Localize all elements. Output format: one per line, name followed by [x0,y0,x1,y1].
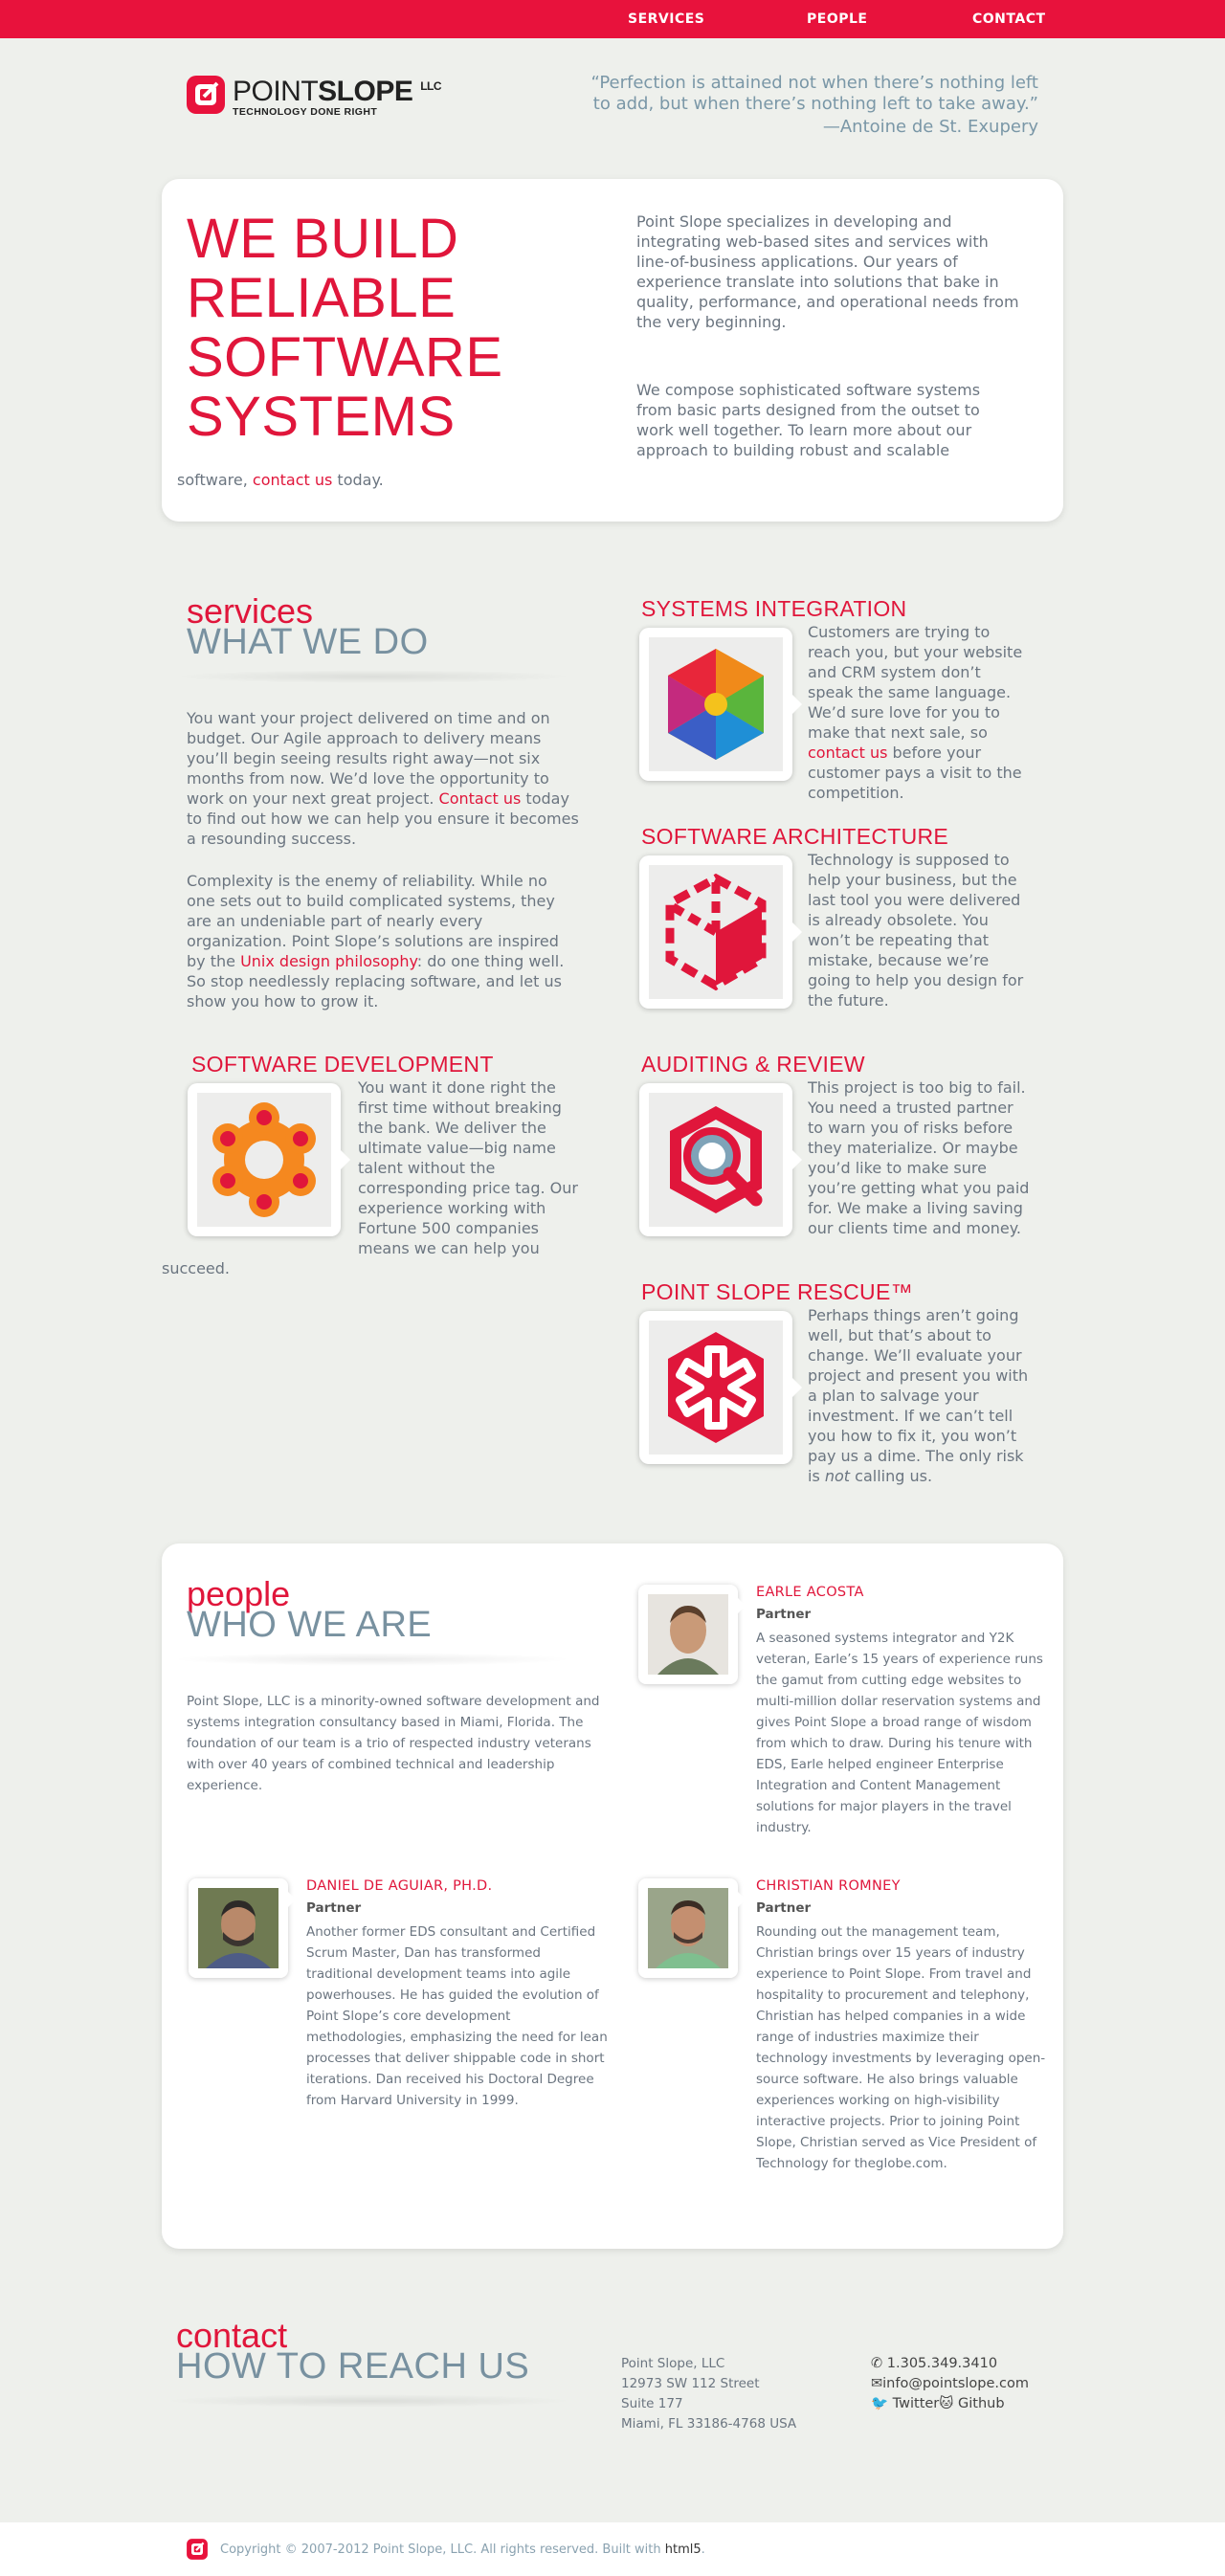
top-nav [0,0,1225,38]
unix-philosophy-link[interactable]: Unix design philosophy [240,952,417,970]
service-systems-integration-icon-box [639,628,792,781]
avatar-daniel-de-aguiar [189,1878,288,1978]
services-kicker: services [187,591,314,631]
service-software-development-tail: succeed. [162,1259,230,1277]
person-bio: A seasoned systems integrator and Y2K veteran, Earle’s 15 years of experience runs the gamut from cutting edge websites to multi-million dollar reservation systems and gives Point Slope a broad range of wisdom from which to draw. During his tenure with EDS, Earle helped engineer Enterprise Integration and Content Management solutions for major players in the travel industry. [756,1631,1043,1835]
footer [0,2522,1225,2576]
person-role: Partner [756,1900,812,1916]
phone-number: 1.305.349.3410 [886,2356,998,2371]
logo-name-bold: SLOPE [318,76,413,107]
copyright: Copyright © 2007-2012 Point Slope, LLC. All rights reserved. Built with html5. [220,2543,705,2557]
github-icon: 🐱 [939,2396,954,2411]
service-rescue-text: Perhaps things aren’t going well, but that’s about to change. We’ll evaluate your project and present you with a plan to salvage your investment. If we can’t tell you how to fix it, you won’t pay us a dime. The only risk is not calling us. [808,1306,1029,1485]
person-name-earle-acosta: EARLE ACOSTA [756,1585,864,1600]
service-software-architecture-title: SOFTWARE ARCHITECTURE [641,824,949,849]
mail-icon: ✉ [871,2376,883,2391]
html5-link[interactable]: html5 [664,2543,702,2557]
quote-text: “Perfection is attained not when there’s nothing left to add, but when there’s nothing left to take away.” [590,73,1038,114]
address-line: 12973 SW 112 Street [621,2376,760,2391]
avatar-christian-romney [638,1878,738,1978]
asterisk-icon [649,1321,783,1455]
header-quote [589,73,1038,138]
service-auditing-review-text: This project is too big to fail. You need a trusted partner to warn you of risks before they materialize. Or maybe you’d like to make sure you’re getting what you paid for. We make a living saving our clients time and money. [808,1078,1030,1237]
person-photo-icon [198,1888,278,1968]
twitter-icon: 🐦 [871,2396,889,2411]
social-row [871,2394,1029,2414]
twitter-link[interactable]: 🐦 Twitter [871,2396,940,2411]
avatar-earle-acosta [638,1585,738,1684]
service-software-development-text: You want it done right the first time without breaking the bank. We deliver the ultimate value—big name talent without the corresponding price tag. Our experience working with Fortune 500 companies means we can help you [358,1078,578,1257]
systems-integration-contact-link[interactable]: contact us [808,744,888,762]
magnifier-icon [649,1093,783,1227]
phone-row[interactable] [871,2354,1029,2374]
service-systems-integration-title: SYSTEMS INTEGRATION [641,596,907,621]
hero-para-1: Point Slope specializes in developing and integrating web-based sites and services with line-of-business applications. Our years of experience translate into solutions that bake in quality, performance, and operational needs from the very beginning. [636,212,1019,331]
people-intro: Point Slope, LLC is a minority-owned software development and systems integration consultancy based in Miami, Florida. The foundation of our team is a trio of respected industry veterans with over 40 years of combined technical and leadership experience. [187,1694,600,1793]
contact-heading: HOW TO REACH US [176,2346,530,2387]
logo-mark-icon [185,74,227,116]
heading-shadow [171,1653,573,1666]
nav-contact[interactable]: CONTACT [972,11,1046,27]
people-heading: WHO WE ARE [187,1605,433,1645]
services-heading: WHAT WE DO [187,622,429,662]
hero-tail: software, contact us today. [177,471,384,489]
heading-shadow [172,670,574,683]
service-software-development-title: SOFTWARE DEVELOPMENT [191,1052,494,1077]
service-software-architecture-text: Technology is supposed to help your business, but the last tool you were delivered is already obsolete. You won’t be repeating that mistake, because we’re going to help you design for the future. [808,851,1024,1010]
service-software-architecture-icon-box [639,855,792,1009]
puzzle-icon [649,637,783,771]
services-intro-2: Complexity is the enemy of reliability. While no one sets out to build complicated systems, they are an undeniable part of nearly every organization. Point Slope’s solutions are inspired by the Unix design philosophy: do one thing well. So stop needlessly replacing software, and let us show you how to grow it. [187,872,565,1010]
service-systems-integration-text: Customers are trying to reach you, but your website and CRM system don’t speak the same language. We’d sure love for you to make that next sale, so contact us before your customer pays a visit to the competition. [808,623,1023,802]
person-name-daniel-de-aguiar: DANIEL DE AGUIAR, PH.D. [306,1878,493,1894]
address-line: Suite 177 [621,2396,683,2411]
service-rescue-icon-box [639,1311,792,1464]
people-kicker: people [187,1574,291,1613]
hero-panel [162,179,1063,522]
nav-services[interactable]: SERVICES [628,11,705,27]
github-link[interactable]: 🐱 Github [939,2396,1005,2411]
nav-people[interactable]: PEOPLE [807,11,868,27]
logo-name-light: POINT [233,76,319,107]
person-photo-icon [648,1888,728,1968]
footer-logo-icon[interactable] [186,2538,209,2561]
logo[interactable] [185,74,462,120]
quote-author: —Antoine de St. Exupery [822,117,1038,137]
hero-title: WE BUILD RELIABLE SOFTWARE SYSTEMS [187,208,503,448]
person-role: Partner [306,1900,362,1916]
people-panel [162,1543,1063,2249]
person-photo-icon [648,1594,728,1675]
cube-icon [649,865,783,999]
service-auditing-review-icon-box [639,1083,792,1236]
hero-contact-link[interactable]: contact us [252,471,333,489]
contact-links [871,2354,1029,2414]
services-intro-1: You want your project delivered on time and on budget. Our Agile approach to delivery means you’ll begin seeing results right away—not six months from now. We’d love the opportunity to work on your next great project. Contact us today to find out how we can help you ensure it becomes a resounding success. [187,709,579,848]
email-address: info@pointslope.com [882,2376,1029,2391]
person-bio: Rounding out the management team, Christian brings over 15 years of industry experience to Point Slope. From travel and hospitality to procurement and telephony, Christian has helped companies in a wide range of industries maximize their technology investments by leveraging open-source software. He also brings valuable experiences working on high-visibility interactive projects. Prior to joining Point Slope, Christian served as Vice President of Technology for theglobe.com. [756,1924,1046,2171]
services-contact-link[interactable]: Contact us [438,789,522,808]
person-role: Partner [756,1607,812,1622]
gear-icon [197,1093,331,1227]
logo-tagline: TECHNOLOGY DONE RIGHT [233,106,378,118]
person-bio: Another former EDS consultant and Certified Scrum Master, Dan has transformed traditional development teams into agile powerhouses. He has guided the evolution of Point Slope’s core development methodologies, emphasizing the need for lean processes that deliver shippable code in short iterations. Dan received his Doctoral Degree from Harvard University in 1999. [306,1924,608,2108]
service-rescue-title: POINT SLOPE RESCUE™ [641,1279,913,1304]
postal-address [621,2354,796,2434]
heading-shadow [163,2394,574,2408]
service-software-development-icon-box [188,1083,341,1236]
email-row[interactable] [871,2374,1029,2394]
service-auditing-review-title: AUDITING & REVIEW [641,1052,865,1077]
hero-para-2: We compose sophisticated software systems from basic parts designed from the outset to work well together. To learn more about our approach to building robust and scalable [636,381,981,459]
address-line: Point Slope, LLC [621,2356,725,2371]
person-name-christian-romney: CHRISTIAN ROMNEY [756,1878,901,1894]
logo-suffix: LLC [420,79,442,93]
phone-icon: ✆ [871,2356,883,2371]
contact-kicker: contact [176,2316,288,2355]
address-line: Miami, FL 33186-4768 USA [621,2416,797,2432]
